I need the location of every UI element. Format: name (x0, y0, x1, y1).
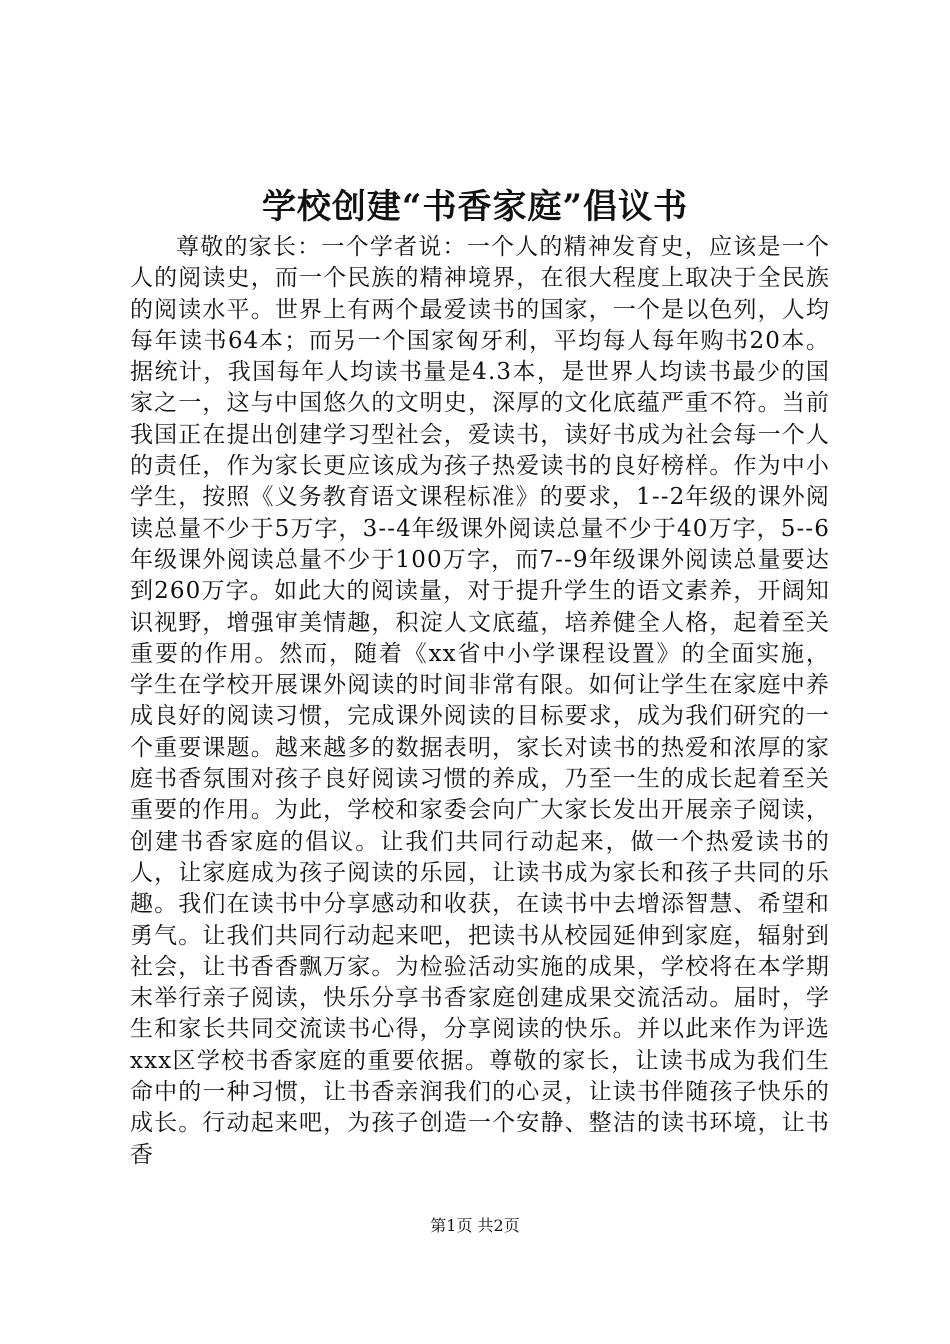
body-paragraph: 尊敬的家长：一个学者说：一个人的精神发育史，应该是一个人的阅读史，而一个民族的精神境界，在很大程度上取决于全民族的阅读水平。世界上有两个最爱读书的国家，一个是以色列，人均每年读书64本；而另一个国家匈牙利，平均每人每年购书20本。据统计，我国每年人均读书量是4.3本，是世界人均读书最少的国家之一，这与中国悠久的文明史，深厚的文化底蕴严重不符。当前我国正在提出创建学习型社会，爱读书，读好书成为社会每一个人的责任，作为家长更应该成为孩子热爱读书的良好榜样。作为中小学生，按照《义务教育语文课程标准》的要求，1--2年级的课外阅读总量不少于5万字，3--4年级课外阅读总量不少于40万字，5--6年级课外阅读总量不少于100万字，而7--9年级课外阅读总量要达到260万字。如此大的阅读量，对于提升学生的语文素养，开阔知识视野，增强审美情趣，积淀人文底蕴，培养健全人格，起着至关重要的作用。然而，随着《xx省中小学课程设置》的全面实施，学生在学校开展课外阅读的时间非常有限。如何让学生在家庭中养成良好的阅读习惯，完成课外阅读的目标要求，成为我们研究的一个重要课题。越来越多的数据表明，家长对读书的热爱和浓厚的家庭书香氛围对孩子良好阅读习惯的养成，乃至一生的成长起着至关重要的作用。为此，学校和家委会向广大家长发出开展亲子阅读，创建书香家庭的倡议。让我们共同行动起来，做一个热爱读书的人，让家庭成为孩子阅读的乐园，让读书成为家长和孩子共同的乐趣。我们在读书中分享感动和收获，在读书中去增添智慧、希望和勇气。让我们共同行动起来吧，把读书从校园延伸到家庭，辐射到社会，让书香香飘万家。为检验活动实施的成果，学校将在本学期末举行亲子阅读，快乐分享书香家庭创建成果交流活动。届时，学生和家长共同交流读书心得，分享阅读的快乐。并以此来作为评选xxx区学校书香家庭的重要依据。尊敬的家长，让读书成为我们生命中的一种习惯，让书香亲润我们的心灵，让读书伴随孩子快乐的成长。行动起来吧，为孩子创造一个安静、整洁的读书环境，让书香 (130, 234, 830, 1168)
document-title: 学校创建“书香家庭”倡议书 (261, 187, 689, 227)
page-footer: 第1页 共2页 (430, 1216, 520, 1235)
